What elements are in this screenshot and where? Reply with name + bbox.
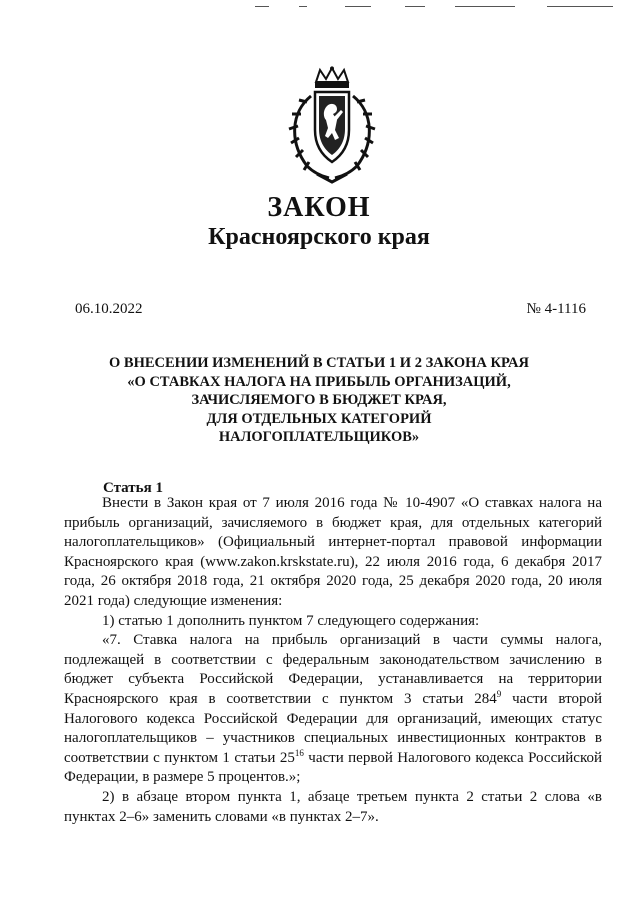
text-span: «7. Ставка налога на прибыль организаций в части суммы налога, подлежащей в соответствии с федеральным законодательством зачислению в бюджет субъекта Российской Федерации, устанавливается на территории Красноярского края в соответствии с пунктом 3 статьи 284 — [64, 632, 602, 707]
law-heading — [0, 354, 638, 447]
heading-line: ЗАЧИСЛЯЕМОГО В БЮДЖЕТ КРАЯ, — [191, 392, 447, 409]
superscript: 16 — [294, 747, 304, 758]
scan-edge-marks — [255, 6, 615, 8]
heading-line: ДЛЯ ОТДЕЛЬНЫХ КАТЕГОРИЙ — [206, 410, 432, 427]
paragraph-point-7 — [64, 631, 602, 788]
law-date: 06.10.2022 — [75, 301, 143, 317]
superscript: 9 — [496, 688, 502, 699]
heading-line: НАЛОГОПЛАТЕЛЬЩИКОВ» — [218, 429, 420, 446]
coat-of-arms-icon — [283, 66, 381, 186]
article-title: Статья 1 — [103, 480, 163, 496]
heading-line: О ВНЕСЕНИИ ИЗМЕНЕНИЙ В СТАТЬИ 1 И 2 ЗАКОНА КРАЯ — [109, 355, 529, 371]
law-region: Красноярского края — [208, 224, 430, 250]
law-number: № 4-1116 — [526, 301, 586, 317]
heading-line: «О СТАВКАХ НАЛОГА НА ПРИБЫЛЬ ОРГАНИЗАЦИЙ, — [127, 373, 511, 390]
law-title: ЗАКОН — [267, 192, 371, 223]
article-body — [64, 494, 602, 827]
text-span: части первой Налогового кодекса Российской Федерации, в размере 5 процентов.»; — [64, 749, 602, 786]
paragraph-intro: Внести в Закон края от 7 июля 2016 года № 10-4907 «О ставках налога на прибыль организаций, зачисляемого в бюджет края, для отдельных категорий налогоплательщиков» (Официальный интернет-портал правовой информации Красноярского края (www.zakon.krskstate.ru), 22 июля 2016 года, 6 декабря 2017 года, 26 октября 2018 года, 21 октября 2020 года, 25 декабря 2020 года, 20 июля 2021 года) следующие изменения: — [64, 495, 602, 609]
text-span: части второй Налогового кодекса Российской Федерации для организаций, имеющих статус налогоплательщиков – участников специальных инвестиционных контрактов в соответствии с пунктом 1 статьи 25 — [64, 690, 602, 766]
paragraph-item-2: 2) в абзаце втором пункта 1, абзаце третьем пункта 2 статьи 2 слова «в пунктах 2–6» заменить словами «в пунктах 2–7». — [64, 788, 602, 825]
paragraph-item-1: 1) статью 1 дополнить пунктом 7 следующего содержания: — [102, 612, 480, 629]
